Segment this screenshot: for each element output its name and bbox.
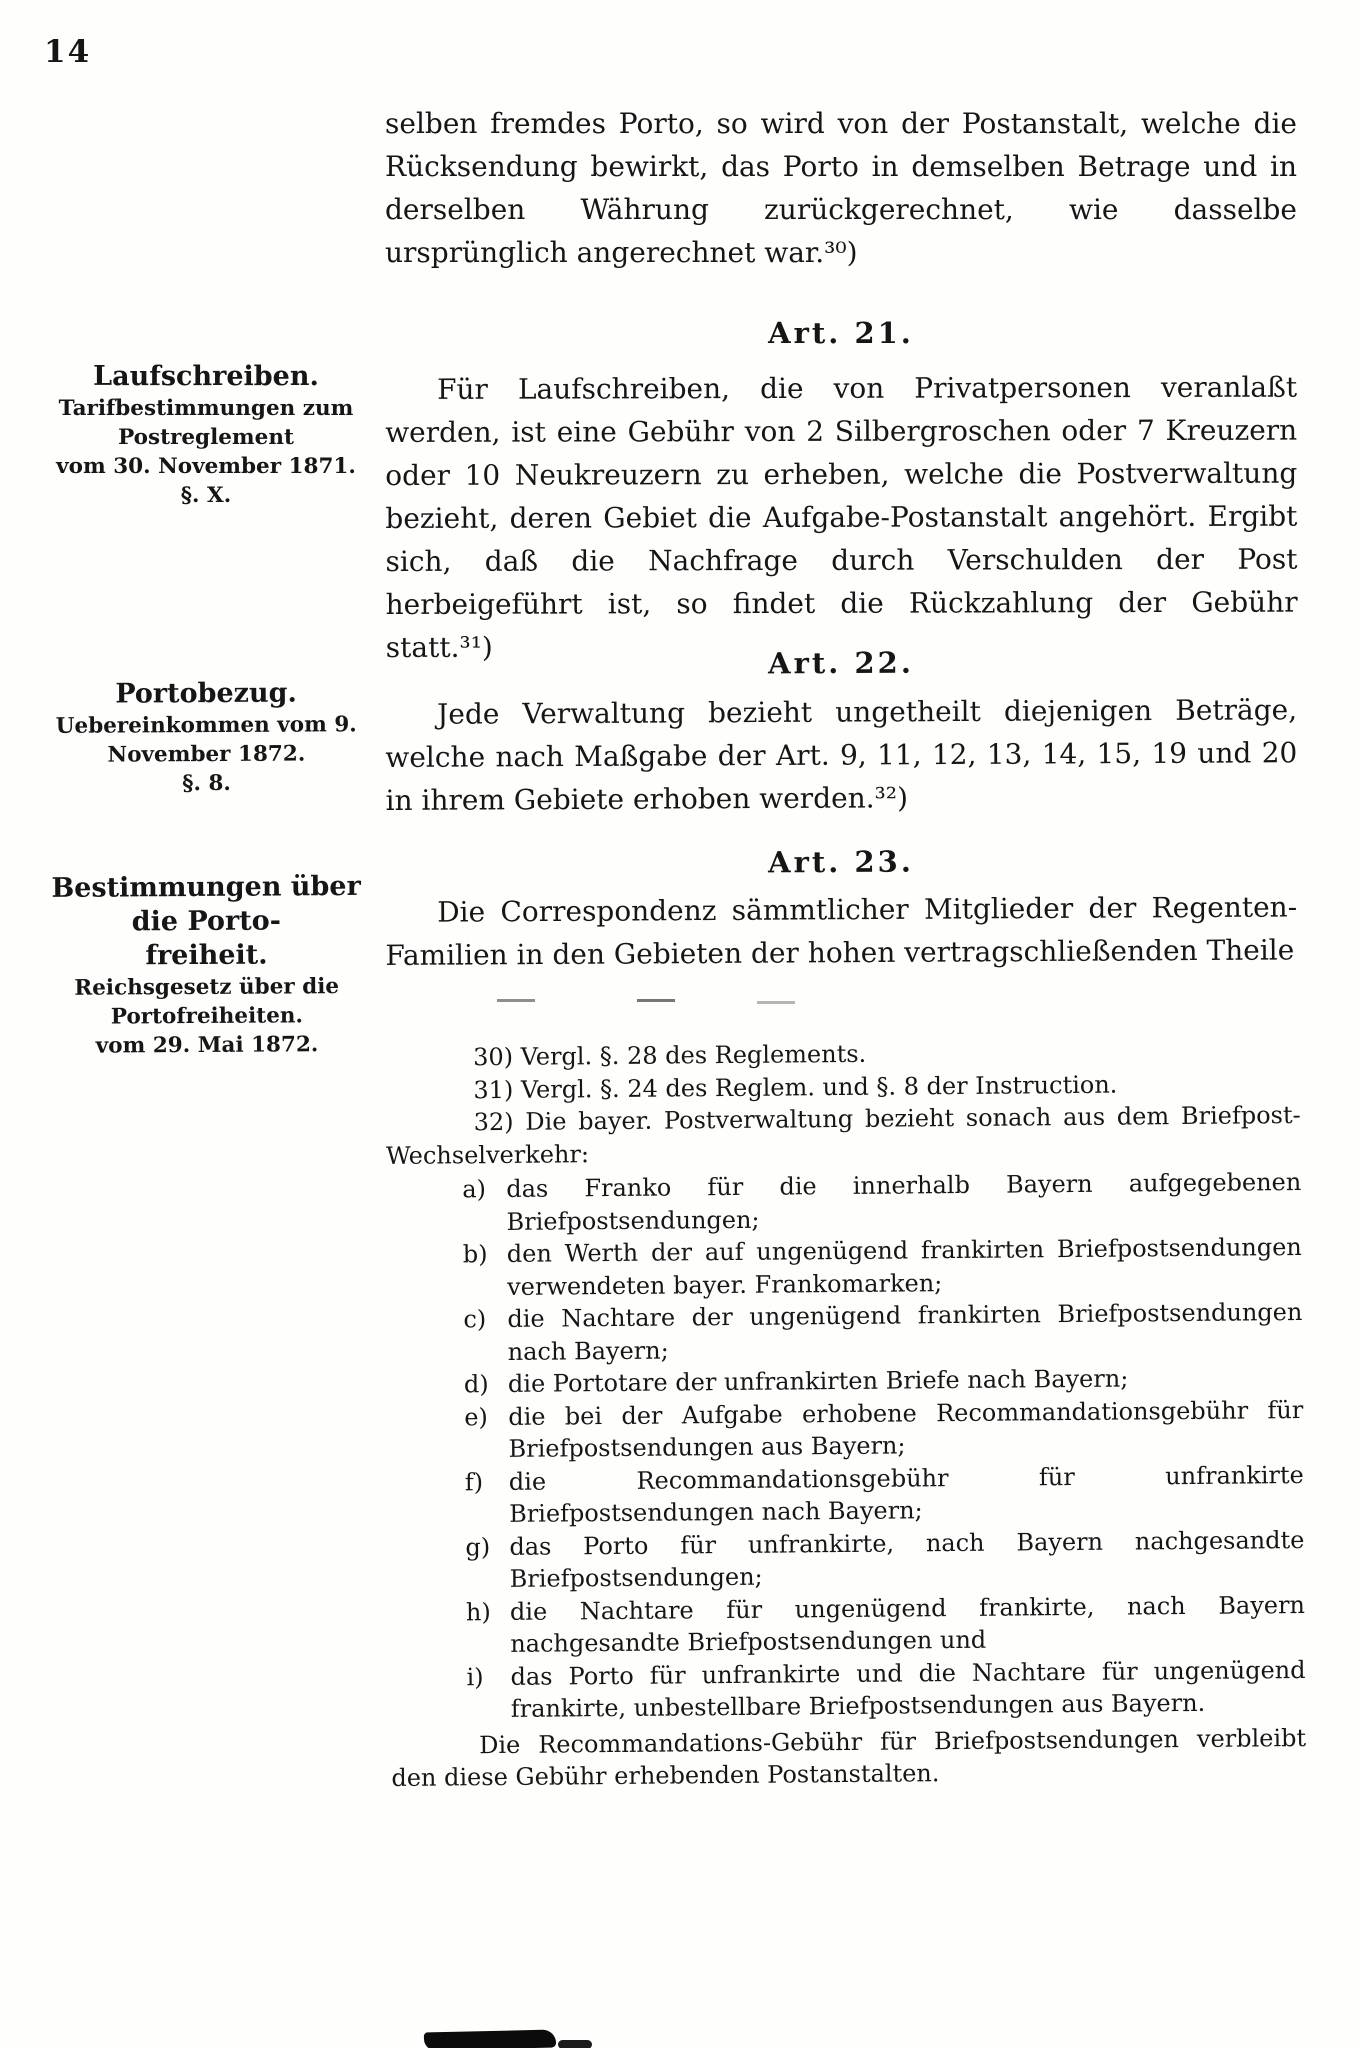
footnote-item-text: das Franko für die innerhalb Bayern aufgegebenen Briefpostsendungen; [506, 1168, 1302, 1236]
footnote-item-b [462, 1231, 1303, 1303]
sidenote-line: Reichsgesetz über die Portofreiheiten. [74, 974, 340, 1030]
footnote-32-intro: 32) Die bayer. Postverwaltung bezieht sonach aus dem Briefpost-Wechselverkehr: [385, 1101, 1301, 1170]
footnote-item-e [464, 1394, 1304, 1466]
footnote-item-text: die Portotare der unfrankirten Briefe nach Bayern; [507, 1364, 1129, 1398]
sidenote-title: Bestimmungen über die Porto- [51, 870, 361, 938]
footnote-item-text: die Nachtare für ungenügend frankirte, nach Bayern nachgesandte Briefpostsendungen und [509, 1590, 1306, 1658]
footnote-32-item-list [386, 1166, 1306, 1726]
footnote-item-c [463, 1296, 1303, 1368]
sidenote-title: Portobezug. [115, 677, 297, 710]
article-21-heading: Art. 21. [768, 316, 914, 350]
sidenote-line: vom 30. November 1871. [56, 454, 356, 479]
scan-artifact [558, 2040, 592, 2048]
sidenote-portobezug [28, 676, 385, 799]
footnote-item-label: h) [465, 1597, 491, 1626]
footnote-item-text: das Porto für unfrankirte, nach Bayern nachgesandte Briefpostsendungen; [509, 1525, 1305, 1593]
footnote-item-f [464, 1458, 1305, 1530]
article-23-heading: Art. 23. [767, 844, 914, 880]
footnote-item-g [465, 1523, 1305, 1595]
sidenote-line: vom 29. Mai 1872. [95, 1032, 319, 1059]
sidenote-line: Tarifbestimmungen zum Postreglement [58, 396, 354, 450]
footnotes-section [385, 1034, 1307, 1794]
footnote-item-text: die Recommandationsgebühr für unfrankirte Briefpostsendungen nach Bayern; [508, 1460, 1304, 1528]
footnote-item-text: die bei der Aufgabe erhobene Recommandationsgebühr für Briefpostsendungen aus Bayern; [508, 1395, 1304, 1463]
sidenote-line: Uebereinkommen vom 9. November 1872. [55, 712, 357, 768]
footnote-closing: Die Recommandations-Gebühr für Briefpostsendungen verbleibt den diese Gebühr erhebenden Postanstalten. [391, 1723, 1307, 1792]
sidenote-title: freiheit. [145, 939, 268, 972]
sidenote-portofreiheit [28, 870, 385, 1061]
article-22-body: Jede Verwaltung bezieht ungetheilt diejenigen Beträge, welche nach Maßgabe der Art. 9, 11, 12, 13, 14, 15, 19 und 20 in ihrem Gebiete erhoben werden.³²) [385, 693, 1298, 817]
footnote-item-label: a) [462, 1175, 487, 1204]
sidenote-laufschreiben [28, 360, 384, 510]
footnote-item-text: das Porto für unfrankirte und die Nachtare für ungenügend frankirte, unbestellbare Briefpostsendungen aus Bayern. [510, 1655, 1306, 1723]
footnote-item-label: g) [465, 1532, 491, 1561]
footnote-item-label: f) [464, 1467, 484, 1496]
footnote-item-a [462, 1166, 1302, 1238]
footnote-item-label: b) [462, 1240, 488, 1269]
sidenote-line: §. X. [180, 483, 232, 508]
footnote-31: 31) Vergl. §. 24 des Reglem. und §. 8 der Instruction. [473, 1070, 1118, 1104]
footnote-item-i [466, 1653, 1306, 1725]
article-23-body: Die Correspondenz sämmtlicher Mitglieder der Regenten-Familien in den Gebieten der hohen vertragschließenden Theile [385, 890, 1298, 972]
article-22-heading: Art. 22. [768, 645, 914, 681]
intro-paragraph: selben fremdes Porto, so wird von der Postanstalt, welche die Rücksendung bewirkt, das Porto in demselben Betrage und in derselben Währung zurückgerechnet, wie dasselbe ursprünglich angerechnet war.³⁰) [385, 107, 1297, 269]
footnote-item-text: den Werth der auf ungenügend frankirten Briefpostsendungen verwendeten bayer. Frankomarken; [506, 1233, 1302, 1301]
footnote-item-text: die Nachtare der ungenügend frankirten Briefpostsendungen nach Bayern; [507, 1298, 1303, 1366]
scan-artifact [424, 2030, 556, 2048]
article-21-body: Für Laufschreiben, die von Privatpersonen veranlaßt werden, ist eine Gebühr von 2 Silbergroschen oder 7 Kreuzern oder 10 Neukreuzern zu erheben, welche die Postverwaltung bezieht, deren Gebiet die Aufgabe-Postanstalt angehört. Ergibt sich, daß die Nachfrage durch Verschulden der Post herbeigeführt ist, so findet die Rückzahlung der Gebühr statt.³¹) [385, 370, 1298, 664]
footnote-item-label: c) [463, 1305, 487, 1334]
page-number: 14 [44, 34, 92, 70]
footnote-item-h [465, 1588, 1306, 1660]
sidenote-line: §. 8. [182, 770, 231, 797]
footnote-item-label: e) [464, 1402, 488, 1431]
footnote-item-label: i) [466, 1662, 484, 1691]
sidenote-title: Laufschreiben. [93, 361, 319, 392]
footnote-separator [497, 999, 535, 1002]
footnote-item-label: d) [463, 1370, 489, 1399]
footnote-30: 30) Vergl. §. 28 des Reglements. [473, 1039, 867, 1072]
